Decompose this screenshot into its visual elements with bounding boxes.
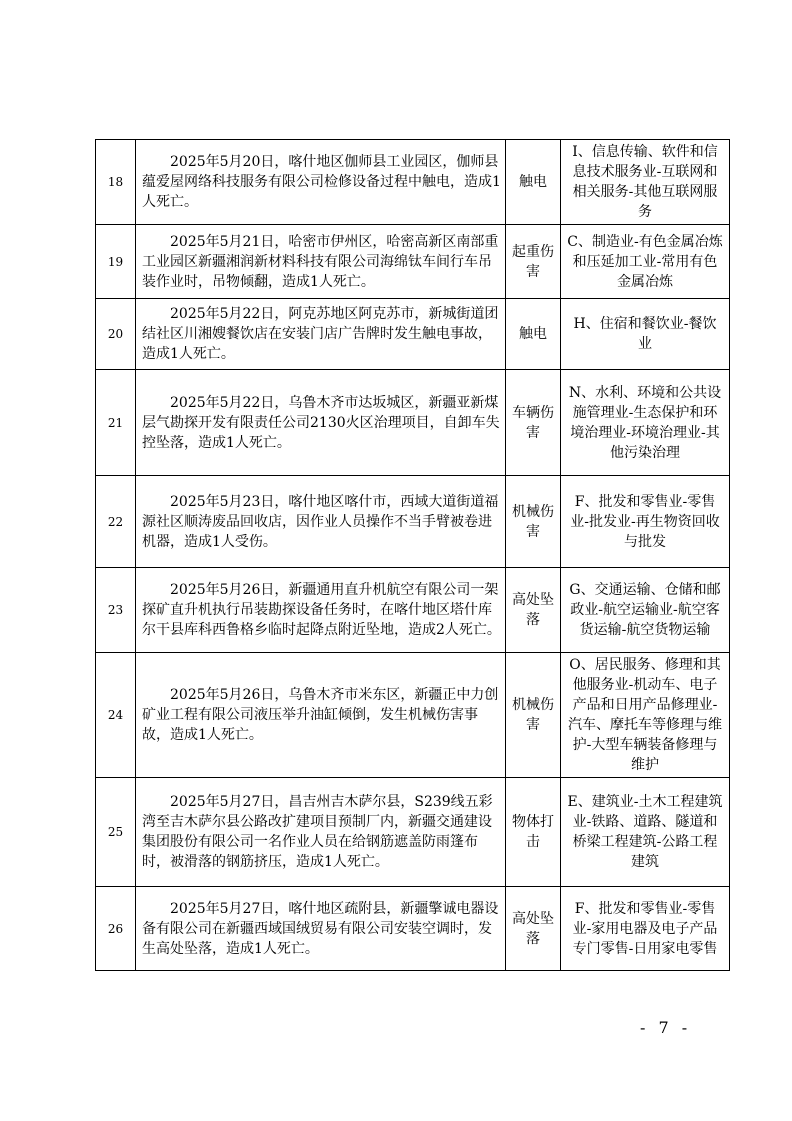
row-number: 18 (96, 140, 136, 225)
accident-type: 机械伤害 (506, 476, 561, 568)
accident-type: 车辆伤害 (506, 370, 561, 476)
table-row (96, 887, 730, 971)
table-row (96, 225, 730, 299)
accident-type: 起重伤害 (506, 225, 561, 299)
accident-description: 2025年5月20日，喀什地区伽师县工业园区，伽师县蕴爱屋网络科技服务有限公司检修设备过程中触电，造成1人死亡。 (136, 140, 506, 225)
table-row (96, 299, 730, 370)
row-number: 20 (96, 299, 136, 370)
accident-type: 高处坠落 (506, 568, 561, 653)
industry-category: H、住宿和餐饮业-餐饮业 (561, 299, 730, 370)
table-row (96, 140, 730, 225)
accident-type: 物体打击 (506, 778, 561, 887)
industry-category: G、交通运输、仓储和邮政业-航空运输业-航空客货运输-航空货物运输 (561, 568, 730, 653)
accident-description: 2025年5月27日，喀什地区疏附县，新疆擎诚电器设备有限公司在新疆西域国绒贸易有限公司安装空调时，发生高处坠落，造成1人死亡。 (136, 887, 506, 971)
accident-description: 2025年5月22日，乌鲁木齐市达坂城区，新疆亚新煤层气勘探开发有限责任公司2130火区治理项目，自卸车失控坠落，造成1人死亡。 (136, 370, 506, 476)
industry-category: N、水利、环境和公共设施管理业-生态保护和环境治理业-环境治理业-其他污染治理 (561, 370, 730, 476)
table-row (96, 778, 730, 887)
table-row (96, 653, 730, 778)
row-number: 23 (96, 568, 136, 653)
industry-category: F、批发和零售业-零售业-批发业-再生物资回收与批发 (561, 476, 730, 568)
page-number: - 7 - (640, 1018, 692, 1037)
row-number: 25 (96, 778, 136, 887)
accident-table (95, 139, 730, 971)
table-row (96, 370, 730, 476)
accident-description: 2025年5月26日，乌鲁木齐市米东区，新疆正中力创矿业工程有限公司液压举升油缸倾倒，发生机械伤害事故，造成1人死亡。 (136, 653, 506, 778)
row-number: 22 (96, 476, 136, 568)
table-row (96, 568, 730, 653)
row-number: 24 (96, 653, 136, 778)
accident-description: 2025年5月27日，昌吉州吉木萨尔县，S239线五彩湾至吉木萨尔县公路改扩建项目预制厂内，新疆交通建设集团股份有限公司一名作业人员在给钢筋遮盖防雨篷布时，被滑落的钢筋挤压，造成1人死亡。 (136, 778, 506, 887)
table-row (96, 476, 730, 568)
accident-type: 机械伤害 (506, 653, 561, 778)
accident-type: 触电 (506, 299, 561, 370)
accident-description: 2025年5月22日，阿克苏地区阿克苏市，新城街道团结社区川湘嫂餐饮店在安装门店广告牌时发生触电事故，造成1人死亡。 (136, 299, 506, 370)
row-number: 19 (96, 225, 136, 299)
row-number: 26 (96, 887, 136, 971)
row-number: 21 (96, 370, 136, 476)
industry-category: C、制造业-有色金属冶炼和压延加工业-常用有色金属冶炼 (561, 225, 730, 299)
accident-description: 2025年5月26日，新疆通用直升机航空有限公司一架探矿直升机执行吊装勘探设备任务时，在喀什地区塔什库尔干县库科西鲁格乡临时起降点附近坠地，造成2人死亡。 (136, 568, 506, 653)
industry-category: F、批发和零售业-零售业-家用电器及电子产品专门零售-日用家电零售 (561, 887, 730, 971)
accident-description: 2025年5月21日，哈密市伊州区，哈密高新区南部重工业园区新疆湘润新材料科技有限公司海绵钛车间行车吊装作业时，吊物倾翻，造成1人死亡。 (136, 225, 506, 299)
accident-description: 2025年5月23日，喀什地区喀什市，西域大道街道福源社区顺涛废品回收店，因作业人员操作不当手臂被卷进机器，造成1人受伤。 (136, 476, 506, 568)
accident-type: 触电 (506, 140, 561, 225)
industry-category: I、信息传输、软件和信息技术服务业-互联网和相关服务-其他互联网服务 (561, 140, 730, 225)
industry-category: E、建筑业-土木工程建筑业-铁路、道路、隧道和桥梁工程建筑-公路工程建筑 (561, 778, 730, 887)
industry-category: O、居民服务、修理和其他服务业-机动车、电子产品和日用产品修理业-汽车、摩托车等修理与维护-大型车辆装备修理与维护 (561, 653, 730, 778)
accident-type: 高处坠落 (506, 887, 561, 971)
